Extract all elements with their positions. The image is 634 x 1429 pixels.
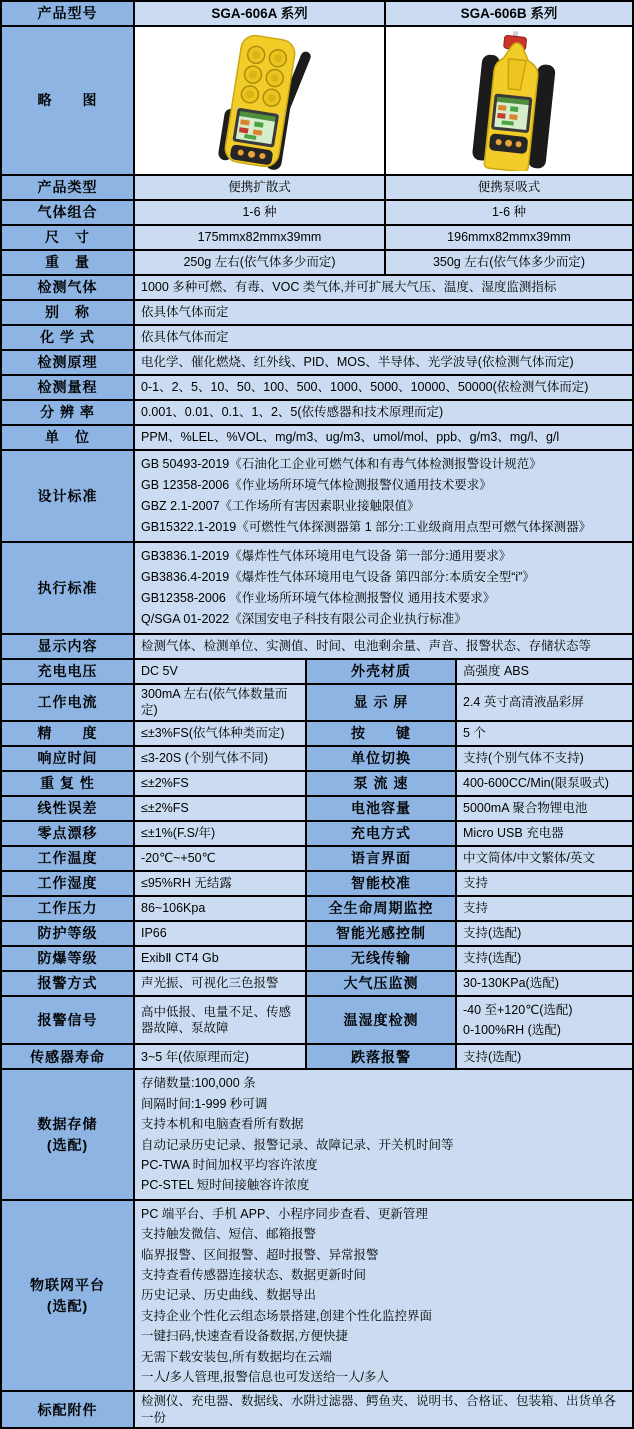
spec-row bbox=[2, 797, 632, 822]
spec-row-alarm-signal bbox=[2, 997, 632, 1046]
header-series-b: SGA-606B 系列 bbox=[384, 2, 632, 25]
design-standard-value bbox=[133, 451, 632, 541]
spec-row bbox=[2, 897, 632, 922]
device-photo-sga606a bbox=[133, 27, 384, 174]
data-storage-line: PC-TWA 时间加权平均容许浓度 bbox=[141, 1157, 318, 1172]
spec-label: 防爆等级 bbox=[2, 947, 133, 970]
spec-row bbox=[2, 822, 632, 847]
spec-label: 工作压力 bbox=[2, 897, 133, 920]
spec-label: 智能光感控制 bbox=[305, 922, 455, 945]
iot-line: 历史记录、历史曲线、数据导出 bbox=[141, 1288, 317, 1303]
spec-value: Micro USB 充电器 bbox=[455, 822, 632, 845]
row-accessories bbox=[2, 1392, 632, 1427]
detect-gas-value: 1000 多种可燃、有毒、VOC 类气体,并可扩展大气压、温度、湿度监测指标 bbox=[133, 276, 632, 299]
spec-value: ≤±1%(F.S/年) bbox=[133, 822, 305, 845]
spec-value: ≤±2%FS bbox=[133, 772, 305, 795]
iot-line: 临界报警、区间报警、超时报警、异常报警 bbox=[141, 1247, 379, 1262]
spec-label: 工作湿度 bbox=[2, 872, 133, 895]
spec-label: 电池容量 bbox=[305, 797, 455, 820]
spec-value: ≤95%RH 无结露 bbox=[133, 872, 305, 895]
spec-value: 中文简体/中文繁体/英文 bbox=[455, 847, 632, 870]
spec-row bbox=[2, 722, 632, 747]
spec-value: DC 5V bbox=[133, 660, 305, 683]
exec-standard-line: GB12358-2006 《作业场所环境气体检测报警仪 通用技术要求》 bbox=[141, 591, 496, 605]
dimensions-label: 尺 寸 bbox=[2, 226, 133, 249]
dimensions-a: 175mmx82mmx39mm bbox=[133, 226, 384, 249]
spec-label: 工作温度 bbox=[2, 847, 133, 870]
design-standard-line: GB 12358-2006《作业场所环境气体检测报警仪通用技术要求》 bbox=[141, 478, 492, 492]
spec-value: IP66 bbox=[133, 922, 305, 945]
dimensions-b: 196mmx82mmx39mm bbox=[384, 226, 632, 249]
temp-humidity-line: -40 至+120℃(选配) bbox=[463, 1002, 573, 1017]
spec-label: 外壳材质 bbox=[305, 660, 455, 683]
spec-label: 智能校准 bbox=[305, 872, 455, 895]
detect-range-value: 0-1、2、5、10、50、100、500、1000、5000、10000、50000(依检测气体而定) bbox=[133, 376, 632, 399]
data-storage-value bbox=[133, 1070, 632, 1198]
spec-row bbox=[2, 872, 632, 897]
spec-value: ≤±2%FS bbox=[133, 797, 305, 820]
detect-principle-label: 检测原理 bbox=[2, 351, 133, 374]
spec-label: 线性误差 bbox=[2, 797, 133, 820]
exec-standard-value bbox=[133, 543, 632, 633]
sketch-label: 略 图 bbox=[2, 27, 133, 174]
spec-label: 按 键 bbox=[305, 722, 455, 745]
data-storage-label-note: (选配) bbox=[46, 1136, 89, 1153]
row-detect-range bbox=[2, 376, 632, 401]
temp-humidity-line: 0-100%RH (选配) bbox=[463, 1022, 561, 1037]
spec-label: 精 度 bbox=[2, 722, 133, 745]
row-chemical-formula bbox=[2, 326, 632, 351]
weight-a: 250g 左右(依气体多少而定) bbox=[133, 251, 384, 274]
alias-value: 依具体气体而定 bbox=[133, 301, 632, 324]
iot-platform-label-note: (选配) bbox=[46, 1297, 89, 1314]
sketch-row bbox=[2, 27, 632, 176]
product-type-label: 产品类型 bbox=[2, 176, 133, 199]
spec-value: 声光振、可视化三色报警 bbox=[133, 972, 305, 995]
design-standard-line: GB 50493-2019《石油化工企业可燃气体和有毒气体检测报警设计规范》 bbox=[141, 457, 542, 471]
spec-row bbox=[2, 660, 632, 685]
iot-line: 支持查看传感器连接状态、数据更新时间 bbox=[141, 1267, 367, 1282]
row-product-type bbox=[2, 176, 632, 201]
exec-standard-label: 执行标准 bbox=[2, 543, 133, 633]
spec-row bbox=[2, 947, 632, 972]
spec-value: 高强度 ABS bbox=[455, 660, 632, 683]
gas-combination-a: 1-6 种 bbox=[133, 201, 384, 224]
spec-label: 传感器寿命 bbox=[2, 1045, 133, 1068]
spec-label: 跌落报警 bbox=[305, 1045, 455, 1068]
weight-b: 350g 左右(依气体多少而定) bbox=[384, 251, 632, 274]
units-label: 单 位 bbox=[2, 426, 133, 449]
row-design-standard bbox=[2, 451, 632, 543]
display-content-label: 显示内容 bbox=[2, 635, 133, 658]
exec-standard-line: Q/SGA 01-2022《深国安电子科技有限公司企业执行标准》 bbox=[141, 612, 467, 626]
spec-label: 大气压监测 bbox=[305, 972, 455, 995]
iot-line: 一键扫码,快速查看设备数据,方便快捷 bbox=[141, 1329, 348, 1344]
exec-standard-line: GB3836.1-2019《爆炸性气体环境用电气设备 第一部分:通用要求》 bbox=[141, 549, 512, 563]
device-b-illustration bbox=[394, 31, 624, 171]
iot-line: 支持触发微信、短信、邮箱报警 bbox=[141, 1227, 317, 1242]
row-resolution bbox=[2, 401, 632, 426]
spec-value: ≤±3%FS(依气体种类而定) bbox=[133, 722, 305, 745]
spec-value: 3~5 年(依原理而定) bbox=[133, 1045, 305, 1068]
spec-row bbox=[2, 747, 632, 772]
iot-line: 一人/多人管理,报警信息也可发送给一人/多人 bbox=[141, 1370, 389, 1384]
design-standard-label: 设计标准 bbox=[2, 451, 133, 541]
spec-row bbox=[2, 972, 632, 997]
iot-platform-label bbox=[2, 1201, 133, 1391]
iot-line: 无需下载安装包,所有数据均在云端 bbox=[141, 1349, 332, 1364]
spec-row bbox=[2, 922, 632, 947]
product-type-b: 便携泵吸式 bbox=[384, 176, 632, 199]
iot-line: 支持企业个性化云组态场景搭建,创建个性化监控界面 bbox=[141, 1308, 432, 1323]
device-photo-sga606b bbox=[384, 27, 632, 174]
row-exec-standard bbox=[2, 543, 632, 635]
spec-value: 2.4 英寸高清液晶彩屏 bbox=[455, 685, 632, 720]
header-product-model-label: 产品型号 bbox=[2, 2, 133, 25]
header-row bbox=[2, 2, 632, 27]
product-type-a: 便携扩散式 bbox=[133, 176, 384, 199]
accessories-label: 标配附件 bbox=[2, 1392, 133, 1427]
iot-platform-label-text: 物联网平台 bbox=[30, 1277, 105, 1294]
spec-value: 支持(个别气体不支持) bbox=[455, 747, 632, 770]
spec-value: 支持(选配) bbox=[455, 947, 632, 970]
spec-value: 高中低报、电量不足、传感器故障、泵故障 bbox=[133, 997, 305, 1044]
spec-label: 响应时间 bbox=[2, 747, 133, 770]
spec-value: 支持(选配) bbox=[455, 922, 632, 945]
device-a-illustration bbox=[145, 31, 375, 171]
row-data-storage bbox=[2, 1070, 632, 1200]
spec-value: 400-600CC/Min(限泵吸式) bbox=[455, 772, 632, 795]
data-storage-line: 自动记录历史记录、报警记录、故障记录、开关机时间等 bbox=[141, 1137, 454, 1152]
spec-value-temp-humidity bbox=[455, 997, 632, 1044]
spec-row bbox=[2, 685, 632, 722]
design-standard-line: GBZ 2.1-2007《工作场所有害因素职业接触限值》 bbox=[141, 499, 420, 513]
spec-label: 显 示 屏 bbox=[305, 685, 455, 720]
display-content-value: 检测气体、检测单位、实测值、时间、电池剩余量、声音、报警状态、存储状态等 bbox=[133, 635, 632, 658]
units-value: PPM、%LEL、%VOL、mg/m3、ug/m3、umol/mol、ppb、g/m3、mg/l、g/l bbox=[133, 426, 632, 449]
spec-row bbox=[2, 772, 632, 797]
spec-label: 防护等级 bbox=[2, 922, 133, 945]
spec-label: 充电电压 bbox=[2, 660, 133, 683]
iot-platform-value bbox=[133, 1201, 632, 1391]
spec-value: 支持(选配) bbox=[455, 1045, 632, 1068]
row-detect-principle bbox=[2, 351, 632, 376]
spec-label: 报警方式 bbox=[2, 972, 133, 995]
spec-value: -20℃~+50℃ bbox=[133, 847, 305, 870]
data-storage-line: 存储数量:100,000 条 bbox=[141, 1076, 256, 1091]
spec-label: 全生命周期监控 bbox=[305, 897, 455, 920]
spec-value: 5000mA 聚合物锂电池 bbox=[455, 797, 632, 820]
spec-label: 报警信号 bbox=[2, 997, 133, 1044]
spec-label: 充电方式 bbox=[305, 822, 455, 845]
detect-gas-label: 检测气体 bbox=[2, 276, 133, 299]
spec-label: 泵 流 速 bbox=[305, 772, 455, 795]
data-storage-line: 间隔时间:1-999 秒可调 bbox=[141, 1096, 268, 1111]
row-iot-platform bbox=[2, 1201, 632, 1393]
spec-label: 工作电流 bbox=[2, 685, 133, 720]
data-storage-line: PC-STEL 短时间接触容许浓度 bbox=[141, 1178, 310, 1193]
data-storage-label bbox=[2, 1070, 133, 1198]
spec-label: 无线传输 bbox=[305, 947, 455, 970]
spec-label: 温湿度检测 bbox=[305, 997, 455, 1044]
detect-principle-value: 电化学、催化燃烧、红外线、PID、MOS、半导体、光学波导(依检测气体而定) bbox=[133, 351, 632, 374]
alias-label: 别 称 bbox=[2, 301, 133, 324]
row-gas-combination bbox=[2, 201, 632, 226]
gas-combination-label: 气体组合 bbox=[2, 201, 133, 224]
chemical-formula-value: 依具体气体而定 bbox=[133, 326, 632, 349]
row-display-content bbox=[2, 635, 632, 660]
exec-standard-line: GB3836.4-2019《爆炸性气体环境用电气设备 第四部分:本质安全型“i”》 bbox=[141, 570, 535, 584]
spec-value: 支持 bbox=[455, 897, 632, 920]
spec-label: 重 复 性 bbox=[2, 772, 133, 795]
row-detect-gas bbox=[2, 276, 632, 301]
accessories-value: 检测仪、充电器、数据线、水阱过滤器、鳄鱼夹、说明书、合格证、包装箱、出货单各一份 bbox=[133, 1392, 632, 1427]
spec-value: 300mA 左右(依气体数量而定) bbox=[133, 685, 305, 720]
gas-combination-b: 1-6 种 bbox=[384, 201, 632, 224]
spec-label: 单位切换 bbox=[305, 747, 455, 770]
spec-row bbox=[2, 847, 632, 872]
weight-label: 重 量 bbox=[2, 251, 133, 274]
design-standard-line: GB15322.1-2019《可燃性气体探测器第 1 部分:工业级商用点型可燃气体探测器》 bbox=[141, 520, 592, 534]
spec-row bbox=[2, 1045, 632, 1070]
iot-line: PC 端平台、手机 APP、小程序同步查看、更新管理 bbox=[141, 1206, 428, 1221]
spec-value: 30-130KPa(选配) bbox=[455, 972, 632, 995]
header-series-a: SGA-606A 系列 bbox=[133, 2, 384, 25]
spec-label: 零点漂移 bbox=[2, 822, 133, 845]
spec-value: 支持 bbox=[455, 872, 632, 895]
chemical-formula-label: 化 学 式 bbox=[2, 326, 133, 349]
spec-value: ≤3-20S (个别气体不同) bbox=[133, 747, 305, 770]
resolution-label: 分 辨 率 bbox=[2, 401, 133, 424]
data-storage-label-text: 数据存储 bbox=[37, 1116, 98, 1133]
spec-value: ExibⅡ CT4 Gb bbox=[133, 947, 305, 970]
detect-range-label: 检测量程 bbox=[2, 376, 133, 399]
row-units bbox=[2, 426, 632, 451]
spec-label: 语言界面 bbox=[305, 847, 455, 870]
spec-value: 86~106Kpa bbox=[133, 897, 305, 920]
row-weight bbox=[2, 251, 632, 276]
row-dimensions bbox=[2, 226, 632, 251]
data-storage-line: 支持本机和电脑查看所有数据 bbox=[141, 1117, 304, 1132]
spec-value: 5 个 bbox=[455, 722, 632, 745]
resolution-value: 0.001、0.01、0.1、1、2、5(依传感器和技术原理而定) bbox=[133, 401, 632, 424]
row-alias bbox=[2, 301, 632, 326]
